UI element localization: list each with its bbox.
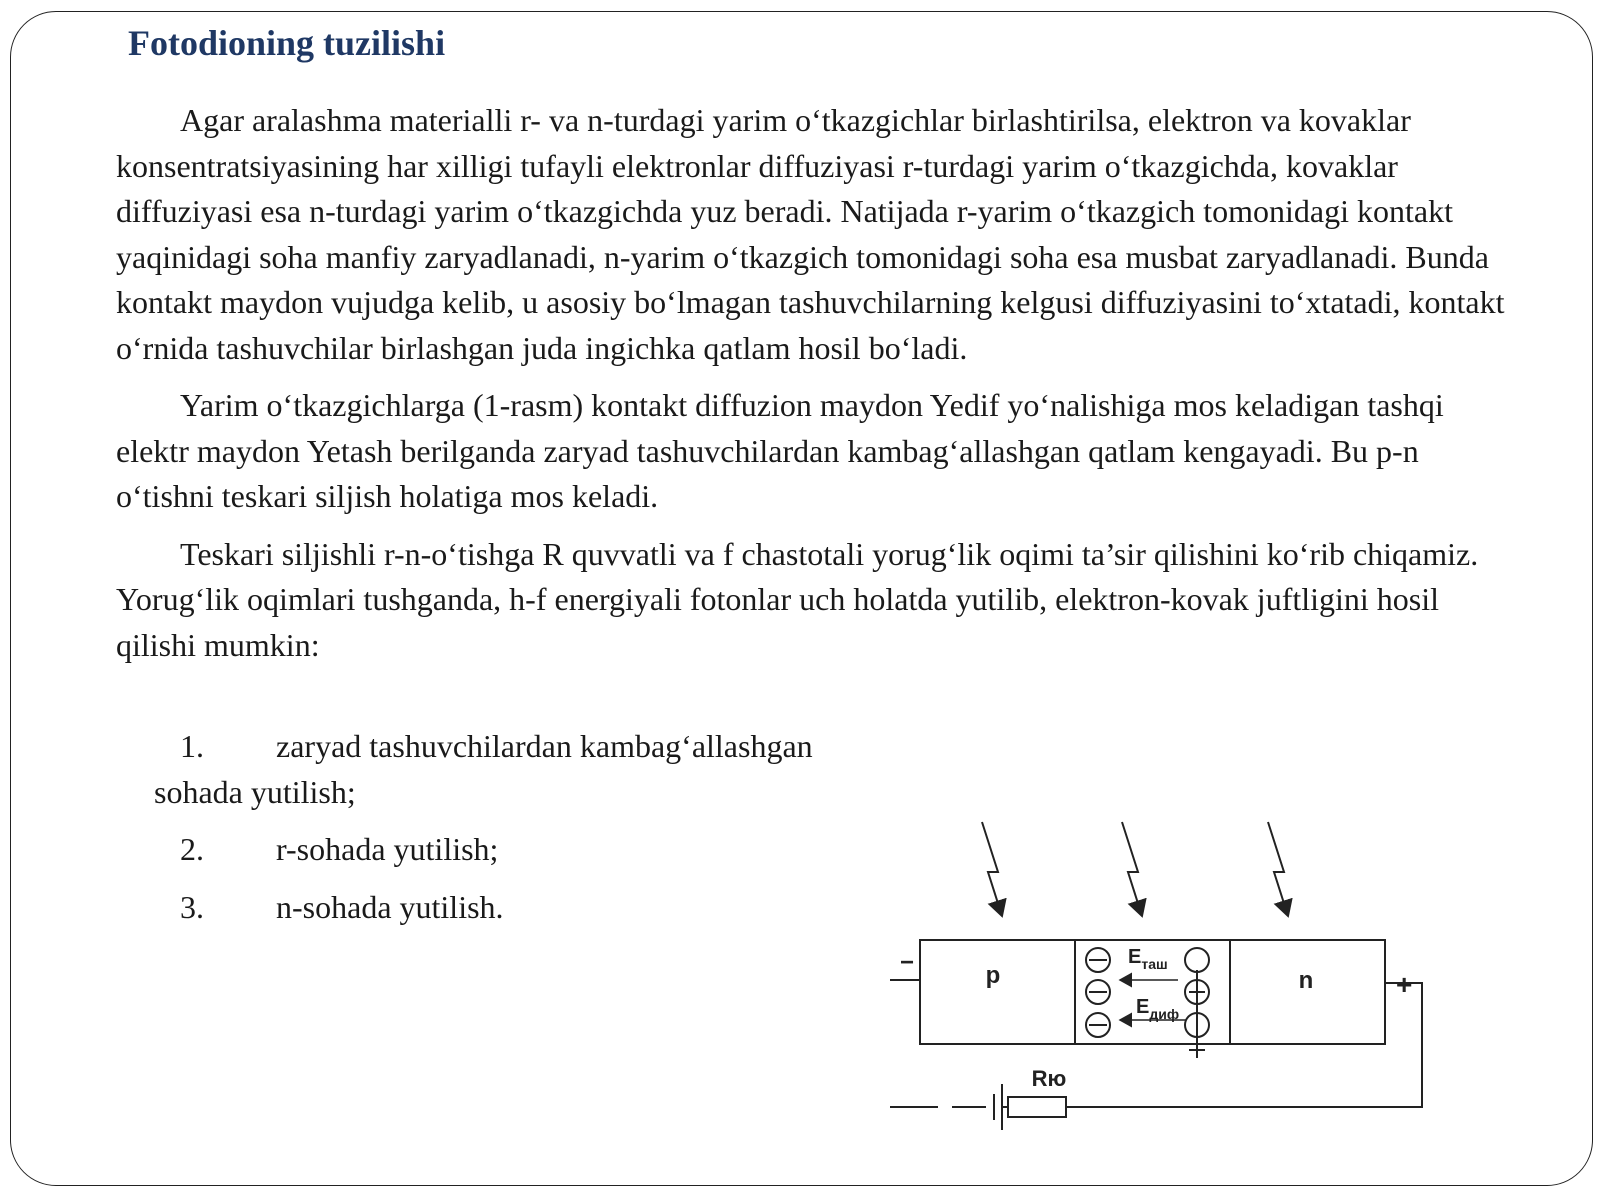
p-region bbox=[920, 940, 1075, 1044]
paragraph-2: Yarim o‘tkazgichlarga (1-rasm) kontakt diffuzion maydon Yedif yo‘nalishiga mos keladigan tashqi elektr maydon Yetash berilganda zaryad tashuvchilardan kambag‘allashgan qatlam kengayadi. Bu p-n o‘tishni teskari siljish holatiga mos keladi. bbox=[116, 387, 1444, 514]
plus-terminal-sign: + bbox=[1396, 969, 1413, 1000]
light-ray-arrow bbox=[982, 822, 1002, 916]
absorption-list bbox=[116, 724, 936, 942]
list-text: zaryad tashuvchilardan kambag‘allashgan bbox=[276, 728, 813, 764]
list-text: r-sohada yutilish; bbox=[276, 831, 499, 867]
light-ray-arrows bbox=[982, 822, 1288, 916]
positive-charges bbox=[1185, 948, 1209, 1058]
minus-terminal-sign: − bbox=[900, 949, 915, 976]
paragraph-1: Agar aralashma materialli r- va n-turdagi yarim o‘tkazgichlar birlashtirilsa, elektron va kovaklar konsentratsiyasining har xilligi tufayli elektronlar diffuziyasi r-turdagi yarim o‘tkazgichda, kovaklar diffuziyasi esa n-turdagi yarim o‘tkazgichda yuz beradi. Natijada r-yarim o‘tkazgich tomonidagi kontakt yaqinidagi soha manfiy zaryadlanadi, n-yarim o‘tkazgich tomonidagi soha esa musbat zaryadlanadi. Bunda kontakt maydon vujudga kelib, u asosiy bo‘lmagan tashuvchilarning kelgusi diffuziyasini to‘xtatadi, kontakt o‘rnida tashuvchilar birlashgan juda ingichka qatlam hosil bo‘ladi. bbox=[116, 102, 1505, 366]
list-text-continuation: sohada yutilish; bbox=[154, 773, 356, 810]
list-number: 3. bbox=[180, 888, 204, 925]
e-dif-label: $E_{диф}$ bbox=[1136, 996, 1180, 1022]
paragraph-3: Teskari siljishli r-n-o‘tishga R quvvatli va f chastotali yorug‘lik oqimi ta’sir qilishini ko‘rib chiqamiz. Yorug‘lik oqimlari tushganda, h-f energiyali fotonlar uch holatda yutilib, elektron-kovak juftligini hosil qilishi mumkin: bbox=[116, 535, 1479, 663]
body-text bbox=[116, 98, 1506, 680]
n-label: n bbox=[1298, 967, 1314, 994]
photodiode-diagram bbox=[890, 820, 1490, 1160]
resistor-label: Rю bbox=[1031, 1066, 1067, 1091]
list-item bbox=[116, 724, 936, 815]
load-resistor bbox=[1008, 1097, 1066, 1117]
list-number: 1. bbox=[180, 728, 204, 764]
list-item bbox=[116, 827, 936, 873]
list-item bbox=[116, 885, 936, 931]
list-number: 2. bbox=[180, 831, 204, 867]
external-circuit bbox=[890, 980, 1422, 1130]
positive-charge-icon bbox=[1185, 948, 1209, 972]
e-tash-label: $E_{таш}$ bbox=[1128, 946, 1168, 972]
p-label: p bbox=[985, 962, 1001, 989]
list-text: n-sohada yutilish. bbox=[276, 888, 504, 925]
light-ray-arrow bbox=[1122, 822, 1142, 916]
page-title: Fotodioning tuzilishi bbox=[128, 23, 446, 63]
light-ray-arrow bbox=[1268, 822, 1288, 916]
negative-charges bbox=[1086, 948, 1110, 1037]
